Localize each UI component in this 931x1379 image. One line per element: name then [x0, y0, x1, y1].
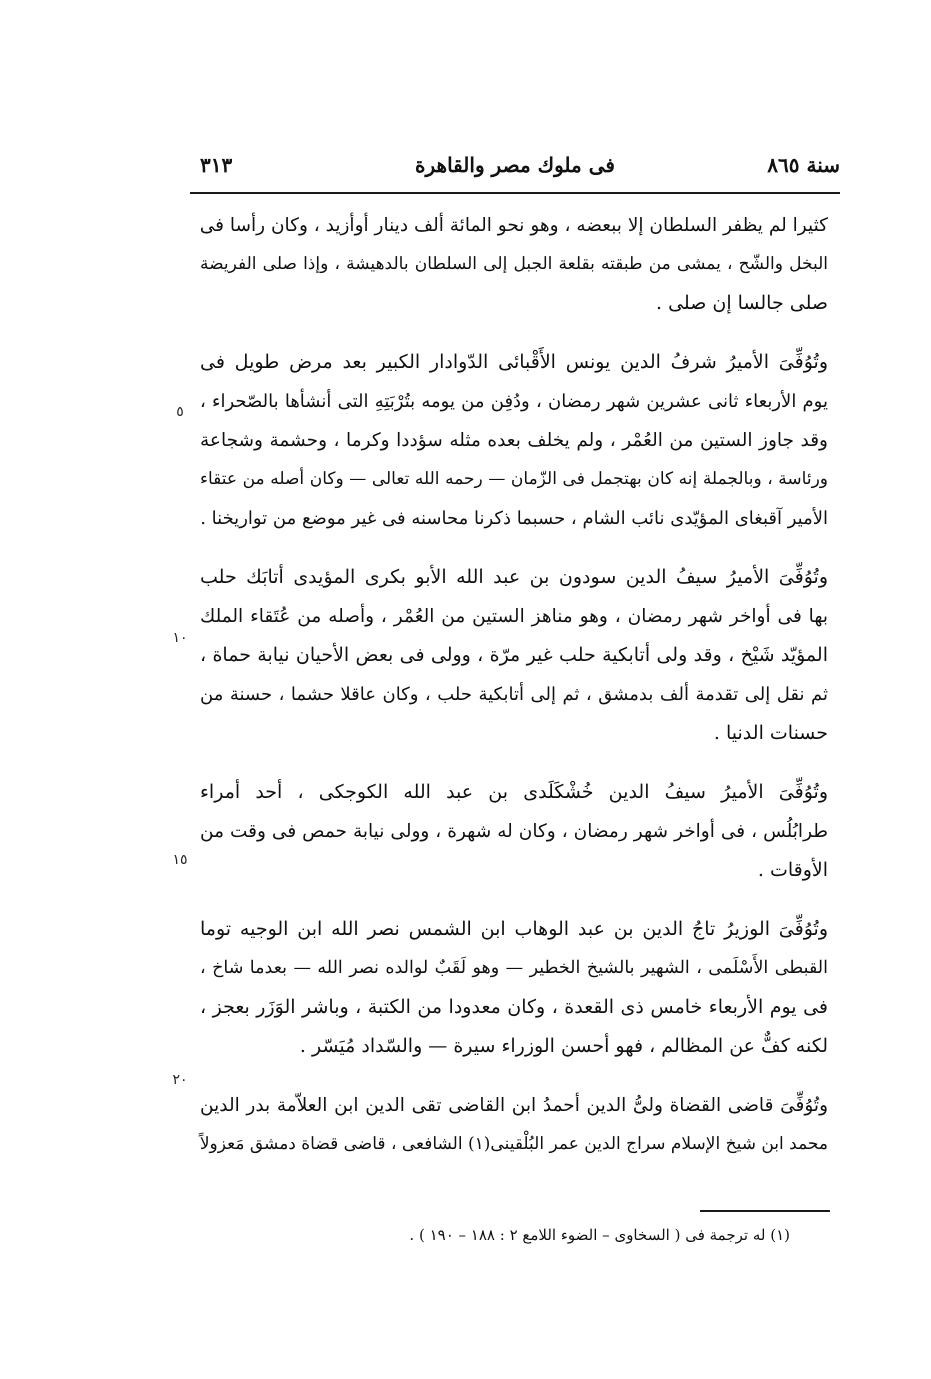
- text-line: وقد جاوز الستين من العُمْر ، ولم يخلف بعده مثله سؤددا وكرما ، وحشمة وشجاعة: [200, 430, 828, 451]
- text-line: محمد ابن شيخ الإسلام سراج الدين عمر البُلْقينى(١) الشافعى ، قاضى قضاة دمشق مَعزولاً: [199, 1134, 828, 1154]
- paragraph: [200, 343, 828, 538]
- text-line: لكنه كفٌّ عن المظالم ، فهو أحسن الوزراء سيرة — والسّداد مُيَسّر .: [299, 1035, 828, 1057]
- text-line: ثم نقل إلى تقدمة ألف بدمشق ، ثم إلى أتابكية حلب ، وكان عاقلا حشما ، حسنة من: [200, 684, 828, 705]
- text-line: الأوقات .: [757, 859, 828, 881]
- page-header: [190, 150, 840, 184]
- text-line: يوم الأربعاء ثانى عشرين شهر رمضان ، ودُفِن من يومه بتُرْبَتِهِ التى أنشأها بالصّحراء ،: [200, 391, 828, 412]
- paragraph: [200, 558, 828, 753]
- text-line: طرابُلُس ، فى أواخر شهر رمضان ، وكان له شهرة ، وولى نيابة حمص فى وقت من: [200, 821, 828, 842]
- text-line: وتُوُفِّىَ قاضى القضاة ولىُّ الدين أحمدُ ابن القاضى تقى الدين ابن العلاّمة بدر الدين: [200, 1095, 828, 1116]
- text-line: وتُوُفِّىَ الأميرُ سيفُ الدين خُشْكَلَدى بن عبد الله الكوجكى ، أحد أمراء: [200, 781, 828, 803]
- paragraph: [200, 910, 828, 1066]
- text-line: القبطى الأَسْلَمى ، الشهير بالشيخ الخطير — وهو لَقَبٌ لوالده نصر الله — بعدما شاخ ،: [200, 958, 828, 978]
- text-line: وتُوُفِّىَ الأميرُ سيفُ الدين سودون بن عبد الله الأبو بكرى المؤيدى أتابَك حلب: [200, 566, 828, 588]
- page-number: ٣١٣: [200, 153, 233, 177]
- text-line: حسنات الدنيا .: [713, 722, 828, 744]
- header-year: سنة ٨٦٥: [767, 153, 840, 177]
- text-line: البخل والشّح ، يمشى من طبقته بقلعة الجبل إلى السلطان بالدهيشة ، وإذا صلى الفريضة: [200, 254, 828, 274]
- line-number-20: ٢٠: [172, 1072, 188, 1088]
- text-line: الأمير آقبغاى المؤيّدى نائب الشام ، حسبما ذكرنا محاسنه فى غير موضع من تواريخنا .: [200, 508, 828, 529]
- header-title: فى ملوك مصر والقاهرة: [415, 153, 615, 177]
- text-line: ورئاسة ، وبالجملة إنه كان بهتجمل فى الزّمان — رحمه الله تعالى — وكان أصله من عتقاء: [200, 469, 828, 489]
- line-number-5: ٥: [176, 404, 184, 420]
- text-line: كثيرا لم يظفر السلطان إلا ببعضه ، وهو نحو المائة ألف دينار أوأزيد ، وكان رأسا فى: [199, 215, 828, 236]
- line-number-10: ١٠: [172, 630, 188, 646]
- text-line: المؤيّد شَيْخ ، وقد ولى أتابكية حلب غير مرّة ، وولى فى بعض الأحيان نيابة حماة ،: [200, 644, 828, 666]
- text-line: صلى جالسا إن صلى .: [655, 292, 828, 314]
- paragraph: [200, 1086, 828, 1164]
- text-line: بها فى أواخر شهر رمضان ، وهو مناهز الستين من العُمْر ، وأصله من عُتَقاء الملك: [200, 606, 828, 627]
- footnote: (١) له ترجمة فى ( السخاوى – الضوء اللامع ٢ : ١٨٨ – ١٩٠ ) .: [409, 1226, 790, 1244]
- line-number-15: ١٥: [172, 852, 188, 868]
- text-line: وتُوُفِّىَ الوزيرُ تاجُ الدين بن عبد الوهاب ابن الشمس نصر الله ابن الوجيه توما: [200, 918, 828, 940]
- footnote-rule: [700, 1210, 830, 1212]
- header-rule: [190, 192, 840, 194]
- paragraph: [200, 206, 828, 323]
- body-text: [200, 206, 828, 1184]
- text-line: فى يوم الأربعاء خامس ذى القعدة ، وكان معدودا من الكتبة ، وباشر الوَزَر بعجز ،: [200, 996, 828, 1018]
- paragraph: [200, 773, 828, 890]
- text-line: وتُوُفِّىَ الأميرُ شرفُ الدين يونس الأَقْبائى الدّوادار الكبير بعد مرض طويل فى: [200, 351, 828, 373]
